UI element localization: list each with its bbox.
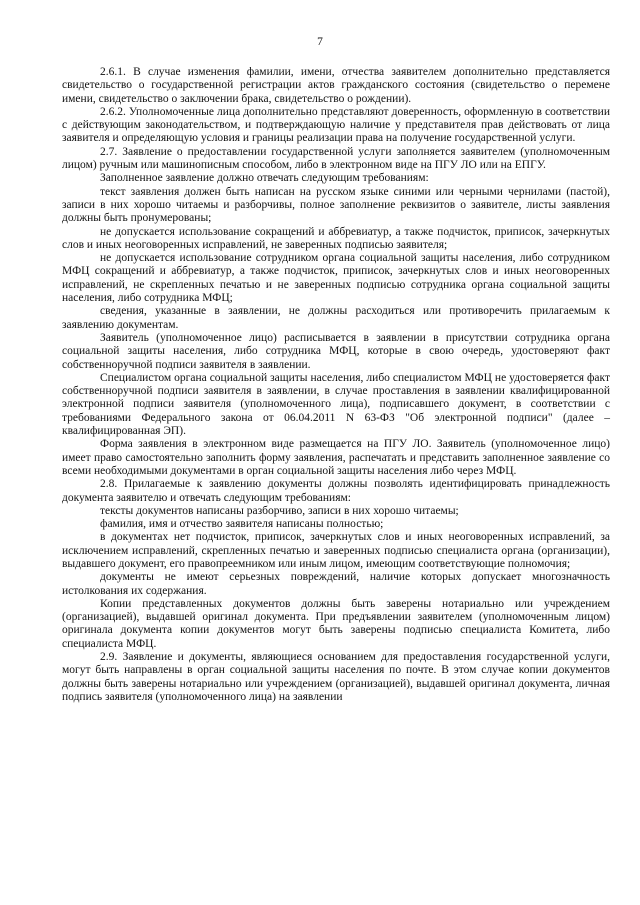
document-body (62, 66, 610, 704)
paragraph-requirement-staff: не допускается использование сотрудником органа социальной защиты населения, либо сотрудником МФЦ сокращений и аббревиатур, а также подчисток, приписок, зачеркнутых слов и иных неоговоренных исправлений, не скрепленных печатью и не заверенных подписью сотрудника органа социальной защиты населения, либо сотрудника МФЦ; (62, 252, 610, 305)
paragraph-doc-no-damage: документы не имеют серьезных повреждений, наличие которых допускает многозначность истолкования их содержания. (62, 571, 610, 597)
paragraph-requirement-no-abbreviations: не допускается использование сокращений и аббревиатур, а также подчисток, приписок, зачеркнутых слов и иных неоговоренных исправлений, не заверенных подписью заявителя; (62, 225, 610, 251)
paragraph-doc-legible: тексты документов написаны разборчиво, записи в них хорошо читаемы; (100, 504, 459, 517)
paragraph-requirements-intro: Заполненное заявление должно отвечать следующим требованиям: (100, 172, 429, 185)
page-number: 7 (317, 36, 323, 48)
paragraph-2-9: 2.9. Заявление и документы, являющиеся основанием для предоставления государственной услуги, могут быть направлены в орган социальной защиты населения по почте. В этом случае копии документов должны быть заверены нотариально или учреждением (организацией), выдавшей оригинал документа, личная подпись заявителя (уполномоченного лица) на заявлении (62, 651, 610, 703)
paragraph-2-8: 2.8. Прилагаемые к заявлению документы должны позволять идентифицировать принадлежность документа заявителю и отвечать следующим требованиям: (62, 478, 610, 504)
paragraph-requirement-consistency: сведения, указанные в заявлении, не должны расходиться или противоречить прилагаемым к заявлению документам. (62, 305, 610, 331)
paragraph-signature: Заявитель (уполномоченное лицо) расписывается в заявлении в присутствии сотрудника органа социальной защиты населения, либо сотрудника МФЦ, которые в свою очередь, удостоверяют факт собственноручной подписи заявителя в заявлении. (62, 331, 610, 371)
paragraph-2-7: 2.7. Заявление о предоставлении государственной услуги заполняется заявителем (уполномоченным лицом) ручным или машинописным способом, либо в электронном виде на ПГУ ЛО или на ЕПГУ. (62, 145, 610, 172)
paragraph-electronic-signature: Специалистом органа социальной защиты населения, либо специалистом МФЦ не удостоверяется факт собственноручной подписи заявителя в заявлении, в случае проставления в заявлении квалифицированной электронной подписи заявителя (уполномоченного лица), подписавшего документ, в соответствии с требованиями Федерального закона от 06.04.2011 N 63-ФЗ "Об электронной подписи" (далее – квалифицированная ЭП). (62, 371, 610, 438)
paragraph-2-6-1: 2.6.1. В случае изменения фамилии, имени, отчества заявителем дополнительно представляется свидетельство о государственной регистрации актов гражданского состояния (свидетельство о перемене имени, свидетельство о заключении брака, свидетельство о рождении). (62, 66, 610, 105)
paragraph-copies: Копии представленных документов должны быть заверены нотариально или учреждением (организацией), выдавшей оригинал документа. При предъявлении заявителем (уполномоченным лицом) оригинала документа копии документов могут быть заверены подписью специалиста Комитета, либо специалиста МФЦ. (62, 597, 610, 650)
paragraph-electronic-form: Форма заявления в электронном виде размещается на ПГУ ЛО. Заявитель (уполномоченное лицо) имеет право самостоятельно заполнить форму заявления, распечатать и представить заполненное заявление со всеми необходимыми документами в орган социальной защиты населения либо через МФЦ. (62, 438, 610, 477)
paragraph-doc-full-name: фамилия, имя и отчество заявителя написаны полностью; (100, 518, 384, 531)
paragraph-2-6-2: 2.6.2. Уполномоченные лица дополнительно представляют доверенность, оформленную в соответствии с действующим законодательством, и подтверждающую наличие у представителя прав действовать от лица заявителя и определяющую условия и границы реализации права на получение государственной услуги. (62, 105, 610, 145)
paragraph-doc-no-corrections: в документах нет подчисток, приписок, зачеркнутых слов и иных неоговоренных исправлений, за исключением исправлений, скрепленных печатью и заверенных подписью специалиста органа (организации), выдавшего документ, его правопреемником или иным лицом, имеющим соответствующие полномочия; (62, 531, 610, 570)
paragraph-requirement-ink: текст заявления должен быть написан на русском языке синими или черными чернилами (пастой), записи в них хорошо читаемы и разборчивы, полное заполнение реквизитов о заявителе, листы заявления должны быть пронумерованы; (62, 185, 610, 225)
